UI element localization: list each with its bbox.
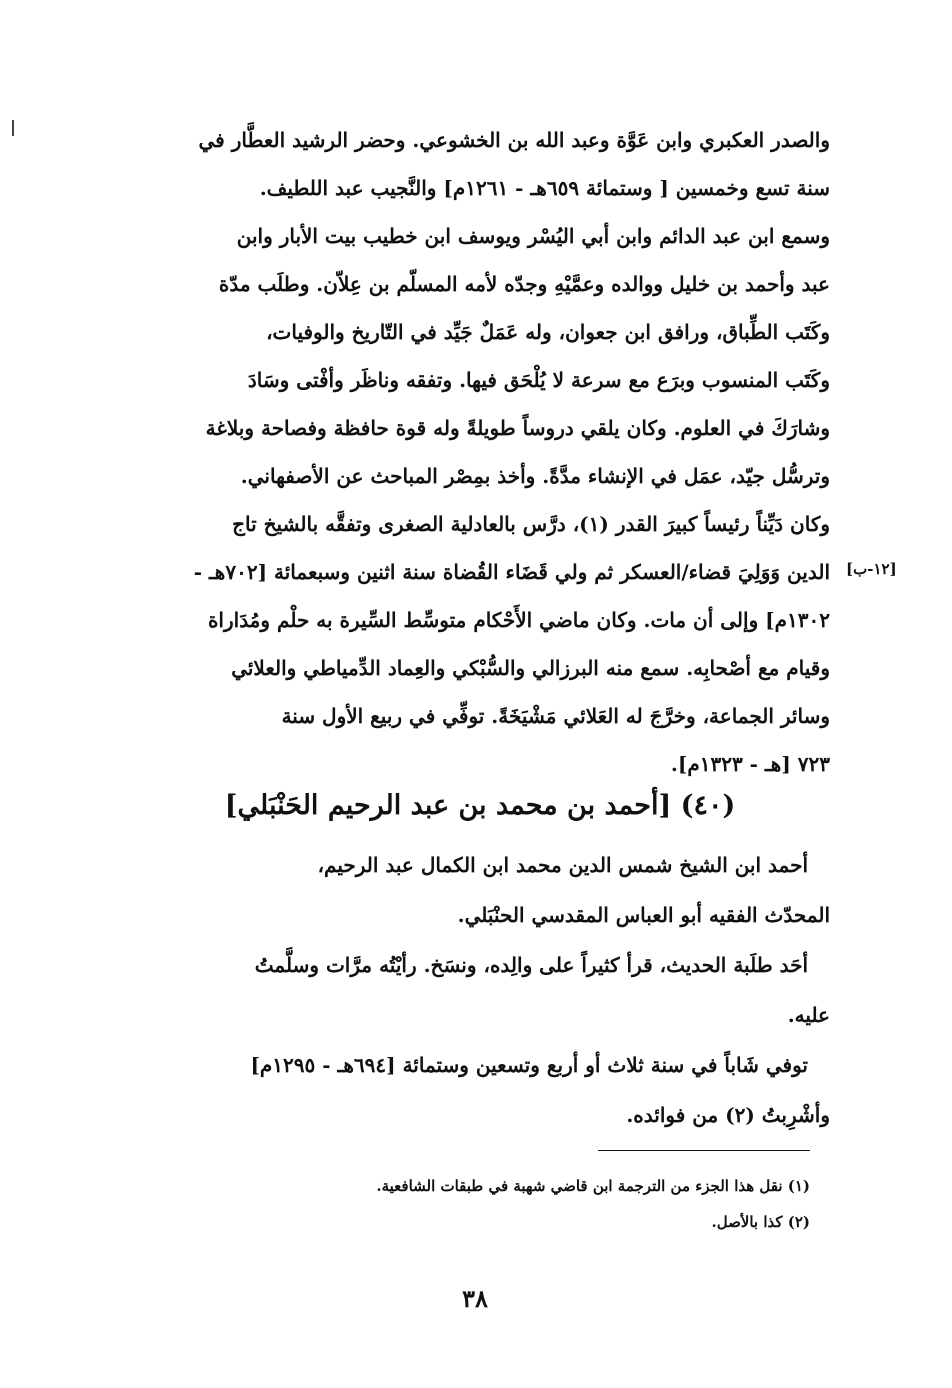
footnotes [300,1168,810,1240]
text-line: ٧٢٣ [هـ - ١٣٢٣م]. [670,752,830,776]
text-line: توفي شَاباً في سنة ثلاث أو أربع وتسعين وستمائة [٦٩٤هـ - ١٢٩٥م] [250,1053,808,1077]
text-line: وكَتَب المنسوب وبرَع مع سرعة لا يُلْحَق فيها. وتفقه وناظَر وأفْتى وسَادَ [247,368,830,392]
footnote: (٢) كذا بالأصل. [711,1213,810,1231]
footnote: (١) نقل هذا الجزء من الترجمة ابن قاضي شهبة في طبقات الشافعية. [376,1177,810,1195]
text-line: أحَد طلَبة الحديث، قرأ كثيراً على والِده، ونسَخ. رأيْتُه مرَّات وسلَّمتُ [254,953,808,977]
text-line: وسمع ابن عبد الدائم وابن أبي اليُسْر ويوسف ابن خطيب بيت الأبار وابن [236,224,830,248]
text-line: وسائر الجماعة، وخرَّجَ له العَلائي مَشْيَخَةً. توفِّي في ربيع الأول سنة [281,704,830,728]
entry-heading: (٤٠) [أحمد بن محمد بن عبد الرحيم الحَنْبَلي] [224,790,736,821]
biography-entry-40 [130,840,830,1140]
text-line: وشارَكَ في العلوم. وكان يلقي دروساً طويلةً وله قوة حافظة وفصاحة وبلاغة [205,416,830,440]
scan-edge-mark [12,120,14,136]
text-line: المحدّث الفقيه أبو العباس المقدسي الحنْبَلي. [457,903,830,927]
text-line: وأشْرِبتُ (٢) من فوائده. [626,1103,830,1127]
page-number: ٣٨ [462,1284,488,1313]
manuscript-folio-note: [١٢-ب] [846,560,897,578]
text-line: وكَتَب الطِّباق، ورافق ابن جعوان، وله عَمَلٌ جَيِّد في التّاريخ والوفيات، [266,320,830,344]
text-line: وترسُّل جيّد، عمَل في الإنشاء مدَّةً. وأخذ بمِصْر المباحث عن الأصفهاني. [240,464,830,488]
text-line: أحمد ابن الشيخ شمس الدين محمد ابن الكمال عبد الرحيم، [317,853,808,877]
text-line: والصدر العكبري وابن عَوَّة وعبد الله بن الخشوعي. وحضر الرشيد العطَّار في [198,128,830,152]
biography-continuation [130,116,830,788]
footnote-separator [598,1150,810,1151]
text-line: ١٣٠٢م] وإلى أن مات. وكان ماضي الأَحْكام متوسِّط السِّيرة به حلْم ومُدَاراة [207,608,830,632]
text-line: سنة تسع وخمسين [ وستمائة ٦٥٩هـ - ١٢٦١م] والنَّجيب عبد اللطيف. [259,176,830,200]
text-line: وكان دَيِّناً رئيساً كبيرَ القدر (١)، درَّس بالعادلية الصغرى وتفقَّه بالشيخ تاج [232,512,830,536]
text-line: الدين وَوَلِيَ قضاء/العسكر ثم ولي قَضَاء القُضاة سنة اثنين وسبعمائة [٧٠٢هـ - [193,560,830,584]
text-line: عبد وأحمد بن خليل ووالده وعمَّيْهِ وجدّه لأمه المسلّم بن عِلاّن. وطلَب مدّة [218,272,830,296]
text-line: عليه. [787,1003,830,1027]
text-line: وقيام مع أصْحابِه. سمع منه البرزالي والسُّبْكي والعِماد الدِّمياطي والعلائي [231,656,830,680]
